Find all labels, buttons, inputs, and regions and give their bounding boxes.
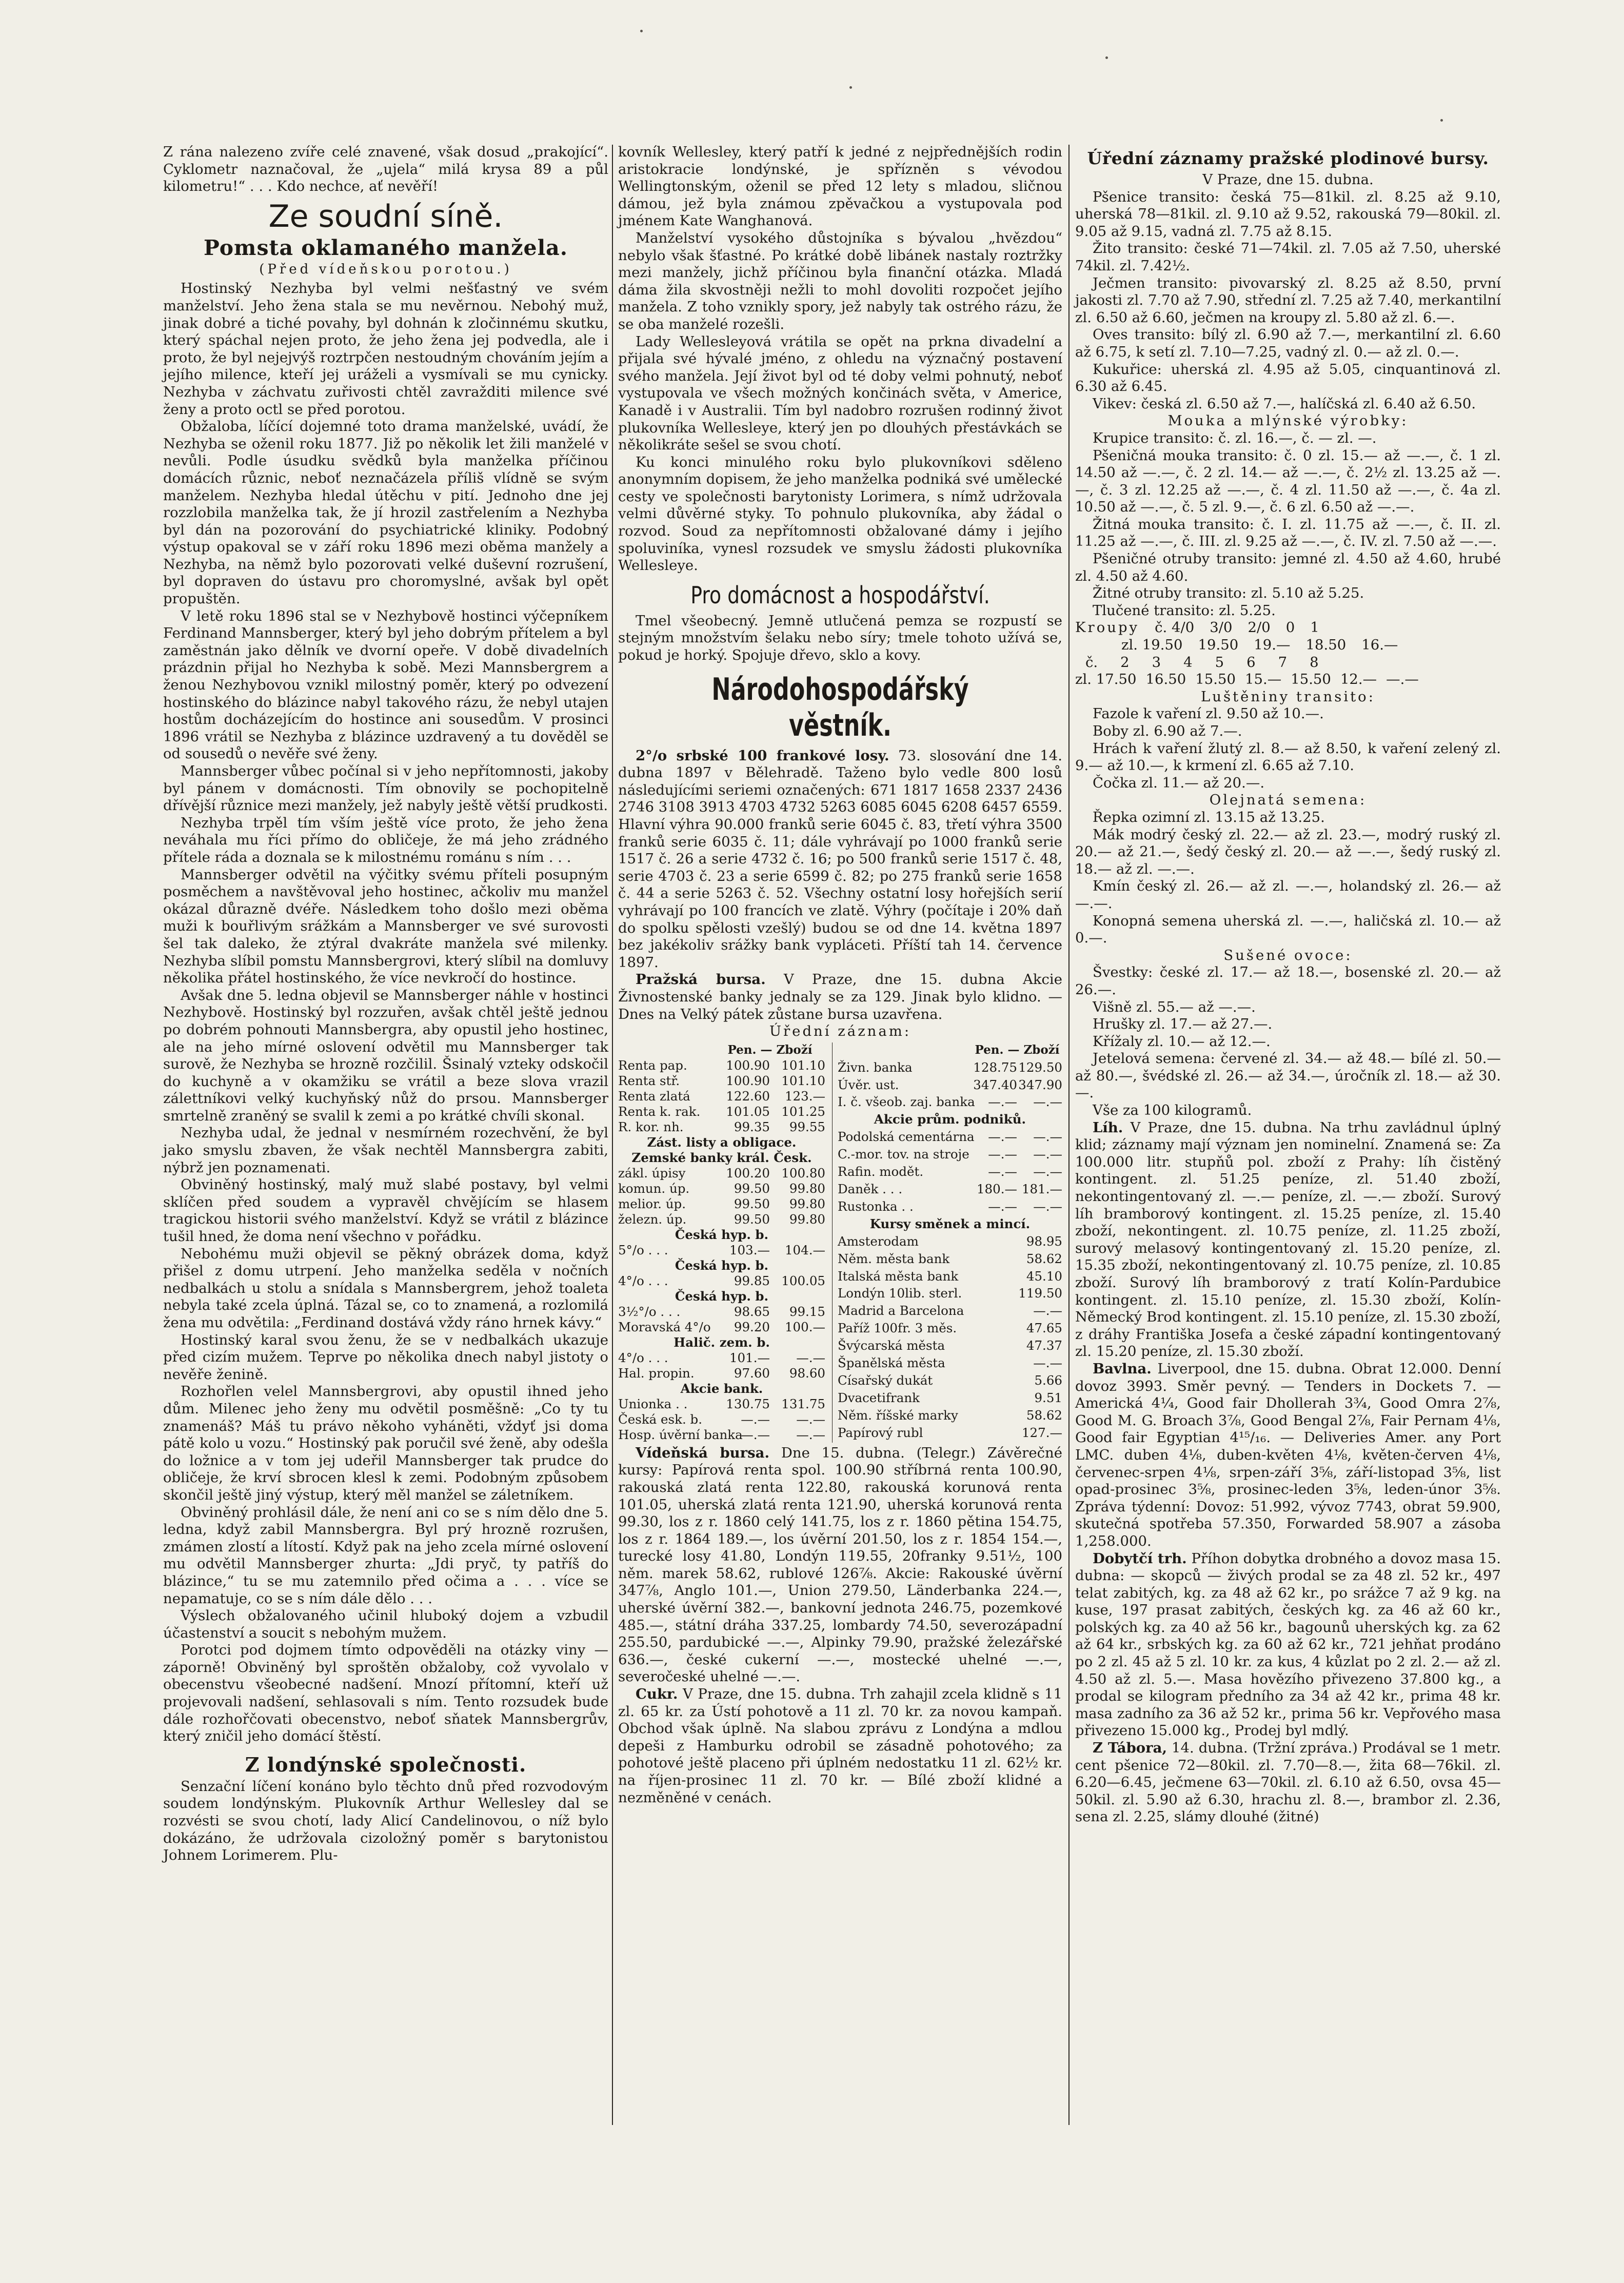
paragraph: Tlučené transito: zl. 5.25.: [1093, 602, 1276, 619]
table-header: Pen. — Zboží: [727, 1042, 813, 1057]
column-rule-1: [612, 145, 613, 2125]
table-cell-value: 58.62: [1026, 1251, 1062, 1266]
table-cell-value: 100.90: [726, 1073, 770, 1088]
speck: [1440, 119, 1443, 122]
table-cell-value: —.—: [988, 1164, 1017, 1179]
table-cell-value: [972, 1390, 1017, 1408]
table-cell-value: [972, 1408, 1017, 1425]
table-cell-value: 127.—: [1021, 1425, 1062, 1440]
table-cell-value: —.—: [1033, 1094, 1062, 1110]
table-cell-name: Daněk . . .: [838, 1181, 903, 1196]
table-cell-name: Papírový rubl: [838, 1425, 923, 1440]
paragraph: Rozhořlen velel Mannsbergrovi, aby opustil ihned jeho dům. Milenec jeho ženy mu odvětil posměšně: „Co ty tu znamenáš? Máš tu právo někoho vyháněti, vždyť jsi doma pátě kolo u vozu.“ Hostinský pak poručil své ženě, aby odešla do ložnice a v tom jej udeřil Mannsberger tak prudce do obličeje, že krví sbrocen klesl k zemi. Podobným způsobem skončil ještě jiný výstup, který měl manžel se záletníkem.: [163, 1383, 608, 1503]
bourse-title: Pražská bursa.: [636, 971, 766, 988]
paragraph: Řepka ozimní zl. 13.15 až 13.25.: [1093, 809, 1325, 825]
paragraph: Senzační líčení konáno bylo těchto dnů před rozvodovým soudem londýnským. Plukovník Arthur Wellesley dal se rozvésti se svou chotí, lady Alicí Candelinovou, o níž bylo dokázáno, že udržovala cizoložný poměr s barytonistou Johnem Lorimerem. Plu-: [163, 1778, 608, 1864]
paragraph: Pšeničná mouka transito: č. 0 zl. 15.— až —.—, č. 1 zl. 14.50 až —.—, č. 2 zl. 14.— až —.—, č. 2½ zl. 13.25 až —.—, č. 3 zl. 12.25 až —.—, č. 4 zl. 11.50 až —.—, č. 4a zl. 10.50 až —.—, č. 5 zl. 9.—, č. 6 zl. 6.50 až —.—.: [1075, 447, 1501, 516]
table-cell-value: 101.10: [781, 1073, 825, 1088]
table-cell-value: 47.37: [1026, 1338, 1062, 1353]
spirit-text: V Praze, dne 15. dubna. Na trhu zavládnul úplný klid; záznamy mají význam jen nominelní. Znamená se: Za 100.000 litr. stupňů pol. zboží z Prahy: líh čistěný kontingent. zl. 51.25 peníze, zl. 51.40 zboží, nekontingentovaný zl. —.— peníze, zl. —.— zboží. Surový líh bramborový kontingent. zl. 15.25 peníze, zl. 15.40 zboží, nekontingent. zl. 10.75 peníze, zl. 11.25 zboží, surový melasový kontingentovaný zl. 15.20 peníze, zl. 15.35 zboží, nekontingentovaný zl. 10.75 peníze, zl. 10.85 zboží. Surový líh bramborový z tratí Kolín-Pardubice kontingent. zl. 15.10 peníze, zl. 15.30 zboží, Kolín-Německý Brod kontingent. zl. 15.10 peníze, zl. 15.30 zboží, z dráhy Františka Josefa a české západní kontingentovaný zl. 15.20 peníze, zl. 15.30 zboží.: [1075, 1119, 1501, 1360]
table-cell-value: [972, 1234, 1017, 1251]
paragraph: Vše za 100 kilogramů.: [1093, 1102, 1252, 1119]
table-header: Pen. — Zboží: [975, 1042, 1060, 1057]
table-cell-value: 99.55: [789, 1119, 825, 1134]
column-2: [618, 144, 1062, 1806]
table-cell-value: —.—: [1033, 1198, 1062, 1214]
table-section-heading: Česká hyp. b.: [675, 1257, 769, 1273]
paragraph: Boby zl. 6.90 až 7.—.: [1093, 723, 1242, 739]
paragraph: Mannsberger vůbec počínal si v jeho nepřítomnosti, jakoby byl pánem v domácnosti. Tím obnovily se pochopitelně dřívější různice mezi manžely, jež nabyly ještě větší prudkosti.: [163, 763, 608, 814]
table-cell-name: Hosp. úvěrní banka: [618, 1427, 743, 1442]
table-cell-value: [972, 1269, 1017, 1286]
kroupy-grade: 7: [1278, 654, 1288, 671]
kroupy-price: 18.50: [1305, 637, 1346, 654]
table-cell-name: Rafin. modět.: [838, 1164, 924, 1179]
paragraph: Křížaly zl. 10.— až 12.—.: [1093, 1033, 1271, 1050]
table-cell-value: [972, 1373, 1017, 1390]
table-cell-value: 99.50: [734, 1196, 770, 1211]
table-cell-name: Amsterodam: [838, 1233, 919, 1249]
tabor-text: 14. dubna. (Tržní zpráva.) Prodával se 1 metr. cent pšenice 72—80kil. zl. 7.70—8.—, žita 68—76kil. zl. 6.20—6.45, ječmene 63—70kil. zl. 6.10 až 6.50, ovsa 45—50kil. zl. 5.90 až 6.30, hrachu zl. 8.—, brambor zl. 2.36, sena zl. 2.25, slámy dlouhé (žitné): [1075, 1740, 1501, 1825]
article-title-london: Z londýnské společnosti.: [245, 1753, 527, 1776]
table-cell-value: 128.75: [973, 1059, 1017, 1075]
section-heading-economy: Národohospodářský věstník.: [711, 671, 969, 743]
table-cell-value: 45.10: [1026, 1268, 1062, 1284]
column-1: [163, 144, 608, 1864]
table-cell-value: 99.50: [734, 1180, 770, 1196]
table-cell-value: 129.50: [1018, 1059, 1062, 1075]
table-cell-value: 101.—: [729, 1350, 770, 1365]
table-cell-value: 99.15: [789, 1304, 825, 1319]
paragraph: Obviněný hostinský, malý muž slabé postavy, byl velmi sklíčen před soudem a vypravěl chvějícím se hlasem tragickou historii svého manželství. Když se vrátil z blázince tušil hned, že doma není všechno v pořádku.: [163, 1176, 608, 1245]
table-cell-name: Hal. propin.: [618, 1365, 695, 1381]
table-cell-value: —.—: [1033, 1303, 1062, 1318]
paragraph: Oves transito: bílý zl. 6.90 až 7.—, merkantilní zl. 6.60 až 6.75, k setí zl. 7.10—7.25, vadný zl. 0.— až zl. 0.—.: [1075, 326, 1501, 360]
kroupy-price: 15.50: [1195, 671, 1236, 688]
table-cell-value: —.—: [796, 1411, 825, 1427]
table-cell-name: Česká esk. b.: [618, 1411, 703, 1427]
table-cell-name: komun. úp.: [618, 1180, 690, 1196]
kroupy-price: 16.—: [1361, 637, 1398, 654]
paragraph: Višně zl. 55.— až —.—.: [1093, 998, 1256, 1015]
table-section-heading: Zást. listy a obligace.: [647, 1134, 797, 1150]
paragraph: Porotci pod dojmem tímto odpověděli na otázky viny — záporně! Obviněný byl sproštěn obžaloby, což vyvolalo v obecenstvu všeobecné nadšení. Mnozí přítomní, kteří už projevovali nadšení, sehlasovali s ním. Tento rozsudek bude dále rozhořčovati obecenstvo, neboť sňatek Mannsbergrův, který zničil jeho domácí štěstí.: [163, 1642, 608, 1745]
table-cell-value: —.—: [988, 1129, 1017, 1145]
paragraph: Obviněný prohlásil dále, že není ani co se s ním dělo dne 5. ledna, když zabil Mannsbergra. Byl prý hrozně rozrušen, zmámen zlostí a lítostí. Když pak na jeho zcela mírné oslovení mu odvětil Mannsberger zhurta: „Jdi pryč, ty patříš do blázince,“ tu se mu zatemnilo před očima a . . . více se nepamatuje, co se s ním dále dělo . . .: [163, 1504, 608, 1607]
official-record-label: Úřední záznam:: [769, 1023, 912, 1040]
table-cell-value: 99.85: [734, 1273, 770, 1288]
kroupy-row: [1075, 637, 1501, 654]
kroupy-price: zl. 19.50: [1121, 637, 1183, 654]
kroupy-header: [1075, 619, 1501, 637]
paragraph: Konopná semena uherská zl. —.—, haličská zl. 10.— až 0.—.: [1075, 912, 1501, 947]
table-cell-name: Moravská 4°/o: [618, 1319, 711, 1334]
table-cell-value: 100.20: [726, 1165, 770, 1180]
table-cell-name: železn. úp.: [618, 1211, 687, 1227]
table-cell-name: Unionka . .: [618, 1396, 688, 1411]
article-title-revenge: Pomsta oklamaného manžela.: [203, 235, 568, 260]
paragraph: Kukuřice: uherská zl. 4.95 až 5.05, cinquantinová zl. 6.30 až 6.45.: [1075, 361, 1501, 395]
table-cell-value: 99.20: [734, 1319, 770, 1334]
table-cell-value: 347.90: [1018, 1077, 1062, 1092]
table-cell-value: 99.50: [734, 1211, 770, 1227]
paragraph: Fazole k vaření zl. 9.50 až 10.—.: [1093, 705, 1324, 722]
table-cell-value: 97.60: [734, 1365, 770, 1381]
cattle-text: Příhon dobytka drobného a dovoz masa 15. dubna: — skopců — živých prodal se za 48 zl. 52 kr., 497 telat zabitých, kg. za 48 až 62 kr., po srážce 7 až 9 kg. na kuse, 197 prasat zabitých, českých kg. za 46 až 60 kr., polských kg. za 40 až 56 kr., bagounů uherských kg. za 62 až 64 kr., srbských kg. za 60 až 62 kr., 721 jehňat prodáno po 2 zl. 45 až 5 zl. 10 kr. za kus, 4 kůzlat po 2 zl. 2.— až zl. 4.50 až zl. 5.—. Masa hovězího přivezeno 37.800 kg., a prodal se kilogram předního za 34 až 42 kr., prima 48 kr. masa zadního za 36 až 52 kr., prima 56 kr. Vepřového masa přivezeno 15.000 kg., Prodej byl mdlý.: [1075, 1550, 1501, 1739]
table-cell-name: Podolská cementárna: [838, 1129, 975, 1145]
table-cell-name: 4°/o . . .: [618, 1273, 668, 1288]
table-cell-value: [972, 1303, 1017, 1321]
table-cell-name: Madrid a Barcelona: [838, 1303, 964, 1318]
cotton-title: Bavlna.: [1093, 1360, 1152, 1377]
table-cell-value: [972, 1251, 1017, 1269]
paragraph: Manželství vysokého důstojníka s bývalou „hvězdou“ nebylo však šťastné. Po krátké době libánek nastaly roztržky mezi manžely, jichž příčinou byla finanční otázka. Mladá dáma žila skvostněji nežli to mohl dovoliti rozpočet jejího manžela. Z toho vznikly spory, jež nabyly tak ostrého rázu, že se oba manželé rozešli.: [618, 229, 1062, 332]
paragraph: Žitné otruby transito: zl. 5.10 až 5.25.: [1093, 585, 1364, 602]
article-byline: (Před vídeňskou porotou.): [259, 261, 512, 277]
section-heading-home: Pro domácnost a hospodářství.: [690, 581, 990, 609]
paragraph: Lady Wellesleyová vrátila se opět na prkna divadelní a přijala své hývalé jméno, z ohledu na význačný postavení svého manžela. Její život byl od té doby velmi pohnutý, neboť vystupovala ve všech možných končinách světa, v Americe, Kanadě i v Australii. Tím byl nadobro rozrušen rodinný život plukovníka Wellesleye, který jen po dlouhých přestávkách se několikráte sešel se svou chotí.: [618, 333, 1062, 454]
table-cell-value: 58.62: [1026, 1407, 1062, 1423]
table-cell-value: —.—: [988, 1094, 1017, 1110]
kroupy-grade: 4: [1183, 654, 1193, 671]
subheading-dried-fruit: Sušené ovoce:: [1223, 947, 1353, 963]
paragraph: Hrách k vaření žlutý zl. 8.— až 8.50, k vaření zelený zl. 9.— až 10.—, k krmení zl. 6.65 až 7.10.: [1075, 740, 1501, 774]
table-cell-name: Něm. města bank: [838, 1251, 950, 1266]
bourse-table-right: [838, 1042, 1062, 1443]
table-cell-name: melior. úp.: [618, 1196, 686, 1211]
kroupy-price: —.—: [1386, 671, 1419, 688]
cattle-title: Dobytčí trh.: [1093, 1550, 1187, 1567]
table-cell-name: Rustonka . .: [838, 1198, 914, 1214]
table-cell-value: —.—: [796, 1350, 825, 1365]
kroupy-label: Kroupy: [1075, 619, 1140, 636]
table-cell-value: 99.80: [789, 1196, 825, 1211]
bourse-text: V Praze, dne 15. dubna Akcie Živnostenské banky jednaly se za 129. Jinak bylo klidno. — Dnes na Velký pátek zůstane bursa uzavřena.: [618, 971, 1062, 1022]
table-cell-value: 5.66: [1034, 1373, 1062, 1388]
table-cell-value: 180.—: [976, 1181, 1017, 1196]
table-cell-name: R. kor. nh.: [618, 1119, 684, 1134]
paragraph: Hrušky zl. 17.— až 27.—.: [1093, 1016, 1273, 1033]
kroupy-grade: 1: [1310, 619, 1319, 636]
kroupy-row: [1075, 671, 1501, 688]
paragraph: Tmel všeobecný. Jemně utlučená pemza se rozpustí se stejným množstvím šelaku nebo síry; tmele tohoto užívá se, pokud je horký. Spojuje dřevo, sklo a kovy.: [618, 612, 1062, 664]
cotton-text: Liverpool, dne 15. dubna. Obrat 12.000. Denní dovoz 3993. Směr pevný. — Tenders in Dockets 7. — Americká 4¼, Good fair Dhollerah 3¾, Good Omra 2⅞, Good M. G. Broach 3⅞, Good Bengal 2⅞, Fair Pernam 4⅛, Good fair Egyptian 4¹⁵/₁₆. — Deliveries Amer. any Port LMC. duben 4⅛, duben-květen 4⅛, květen-červen 4⅛, červenec-srpen 4⅛, srpen-září 3⅝, září-listopad 3⅝, list opad-prosinec 3⅝, prosinec-leden 3⅝, leden-únor 3⅝. Zpráva týdenní: Dovoz: 51.992, vývoz 7743, obrat 59.900, skutečná spotřeba 57.350, Forwarded 58.907 a zásoba 1,258.000.: [1075, 1360, 1501, 1549]
table-cell-name: Císařský dukát: [838, 1373, 933, 1388]
table-section-heading: Kursy směnek a mincí.: [869, 1216, 1031, 1231]
kroupy-price: zl. 17.50: [1075, 671, 1137, 688]
table-cell-value: 103.—: [729, 1242, 770, 1257]
table-cell-value: [972, 1321, 1017, 1338]
table-cell-value: —.—: [1033, 1147, 1062, 1162]
table-cell-value: 98.60: [789, 1365, 825, 1381]
table-cell-value: 99.80: [789, 1211, 825, 1227]
kroupy-price: 19.—: [1254, 637, 1291, 654]
table-section-heading: Česká hyp. b.: [675, 1288, 769, 1304]
table-section-heading: Halič. zem. b.: [674, 1334, 770, 1350]
paragraph: Žitná mouka transito: č. I. zl. 11.75 až —.—, č. II. zl. 11.25 až —.—, č. III. zl. 9.25 až —.—, č. IV. zl. 7.50 až —.—.: [1075, 516, 1501, 550]
kroupy-grade: č. 4/0: [1155, 619, 1195, 636]
paragraph: Mák modrý český zl. 22.— až zl. 23.—, modrý ruský zl. 20.— až 21.—, šedý český zl. 20.— až —.—, šedý ruský zl. 18.— až zl. —.—.: [1075, 826, 1501, 877]
section-heading-commodities: Úřední záznamy pražské plodinové bursy.: [1087, 148, 1489, 168]
table-cell-value: —.—: [1033, 1164, 1062, 1179]
paragraph: Pšeničné otruby transito: jemné zl. 4.50 až 4.60, hrubé zl. 4.50 až 4.60.: [1075, 550, 1501, 584]
column-rule-2: [1068, 145, 1070, 2125]
table-cell-value: 99.80: [789, 1180, 825, 1196]
subheading-flour: Mouka a mlýnské výrobky:: [1167, 412, 1409, 429]
sugar-text: V Praze, dne 15. dubna. Trh zahajil zcela klidně s 11 zl. 65 kr. za Ústí pohotově a 11 zl. 70 kr. za novou kampaň. Obchod však úplně. Na slabou zprávu z Londýna a mdlou depeši z Hamburku odrobil se zásadně pohotového; za pohotové ještě placeno při úplném nedostatku 11 zl. 62½ kr. na říjen-prosinec 11 zl. 70 kr. — Bílé zboží klidné a nezměněné v cenách.: [618, 1686, 1062, 1806]
paragraph: Žito transito: české 71—74kil. zl. 7.05 až 7.50, uherské 74kil. zl. 7.42½.: [1075, 240, 1501, 274]
paragraph: Výslech obžalovaného učinil hluboký dojem a vzbudil účastenství a soucit s nebohým mužem.: [163, 1607, 608, 1641]
table-cell-name: Renta zlatá: [618, 1088, 690, 1104]
table-cell-value: 101.05: [726, 1104, 770, 1119]
table-cell-value: 99.35: [734, 1119, 770, 1134]
table-cell-name: I. č. všeob. zaj. banka: [838, 1094, 975, 1110]
speck: [1105, 56, 1108, 59]
table-cell-name: Úvěr. ust.: [838, 1077, 899, 1092]
table-cell-value: 47.65: [1026, 1321, 1062, 1336]
paragraph: Nezhyba trpěl tím vším ještě více proto, že jeho žena neváhala mu říci přímo do obličeje, že má jeho zrádného přítele ráda a doznala se k milostnému románu s ním . . .: [163, 814, 608, 865]
table-cell-name: Renta pap.: [618, 1057, 687, 1073]
table-cell-value: 98.65: [734, 1304, 770, 1319]
table-cell-value: 131.75: [781, 1396, 825, 1411]
table-cell-name: 4°/o . . .: [618, 1350, 668, 1365]
paragraph: Ku konci minulého roku bylo plukovníkovi sděleno anonymním dopisem, že jeho manželka podniká své umělecké cesty ve společnosti barytonisty Lorimera, s nímž udržovala velmi důvěrné styky. To pohnulo plukovníka, aby žádal o rozvod. Soud za nepřítomnosti obžalované dámy i jejího spoluviníka, vynesl rozsudek ve smyslu žádosti plukovníka Wellesleye.: [618, 454, 1062, 574]
table-cell-value: [972, 1286, 1017, 1303]
table-cell-value: 123.—: [784, 1088, 825, 1104]
kroupy-price: 12.—: [1340, 671, 1377, 688]
kroupy-grade: 3/0: [1210, 619, 1233, 636]
paragraph: Avšak dne 5. ledna objevil se Mannsberger náhle v hostinci Nezhybově. Hostinský byl rozzuřen, avšak chtěl ještě jednou po dobrém pohnouti Mannsbergra, aby opustil jeho hostinec, ale na jeho mírné oslovení odvětil mu Mannsberger tak surově, že Nezhyba se hrozně rozčilil. Šsinalý vzteky odskočil do kuchyně a v okamžiku se vrátil a beze slova vrazil zálettníkovi velký kuchyňský nůž do prsou. Mannsberger smrtelně zraněný se svalil k zemi a po krátké chvíli skonal.: [163, 987, 608, 1124]
kroupy-grade: 0: [1285, 619, 1295, 636]
paragraph: Hostinský karal svou ženu, že se v nedbalkách ukazuje před cizím mužem. Teprve po několika dnech nabyl jistoty o nevěře ženině.: [163, 1331, 608, 1383]
table-section-heading: Zemské banky král. Česk.: [631, 1150, 812, 1165]
lottery-text: 73. slosování dne 14. dubna 1897 v Bělehradě. Taženo bylo vedle 800 losů následujícími seriemi označených: 671 1817 1658 2337 2436 2746 3108 3913 4703 4732 5263 6085 6045 6208 6457 6559. Hlavní výhra 90.000 franků serie 6045 č. 83, třetí výhra 3500 franků serie 6035 č. 11; dále vyhrávají po 1000 franků serie 1517 č. 26 a serie 4732 č. 16; po 500 franků serie 1517 č. 48, serie 4703 č. 23 a serie 6599 č. 82; po 275 franků serie 1658 č. 44 a serie 5263 č. 52. Všechny ostatní losy hořejších serií vyhrávají po 100 francích ve zlatě. Výhry (počítaje i 20% daň do spolku spělosti vzešlý) budou se od dne 14. května 1897 bez jakékoliv srážky bank vypláceti. Příští tah 14. července 1897.: [618, 747, 1062, 971]
bourse-tables: [618, 1040, 1062, 1445]
section-heading-court: Ze soudní síně.: [268, 198, 503, 234]
paragraph: Jetelová semena: červené zl. 34.— až 48.— bílé zl. 50.— až 80.—, švédské zl. 26.— až 34.—, úročník zl. 18.— až 30.—.: [1075, 1050, 1501, 1101]
table-cell-value: 119.50: [1018, 1286, 1062, 1301]
kroupy-price: 15.50: [1291, 671, 1331, 688]
table-cell-name: Renta k. rak.: [618, 1104, 701, 1119]
paragraph: Mannsberger odvětil na výčitky svému příteli posupným posměchem a navštěvoval jeho hostinec, ačkoliv mu manžel okázal důrazně dvéře. Následkem toho došlo mezi oběma muži k bouřlivým srážkám a Mannsberger ve své surovosti šel tak daleko, že ztýral dvakráte manžela své milenky. Nezhyba slíbil pomstu Mannsbergrovi, který slíbil na domluvy několika přátel hostinského, že více nevkročí do hostince.: [163, 866, 608, 987]
paragraph: kovník Wellesley, který patří k jedné z nejpřednějších rodin aristokracie londýnské, je spřízněn s vévodou Wellingtonským, oženil se před 12 lety s mladou, sličnou dámou, jež byla známou zpěvačkou a vystupovala pod jménem Kate Wanghanová.: [618, 144, 1062, 229]
kroupy-grade: 5: [1215, 654, 1224, 671]
intro-text: Z rána nalezeno zvíře celé znavené, však dosud „prakojící“. Cyklometr naznačoval, že „ujela“ milá krysa 89 a půl kilometru!“ . . . Kdo nechce, ať nevěří!: [163, 144, 608, 195]
paragraph: Hostinský Nezhyba byl velmi nešťastný ve svém manželství. Jeho žena stala se mu nevěrnou. Nebohý muž, jinak dobré a tiché povahy, byl dohnán k zločinnému skutku, který spáchal nejen proto, že jeho žena jej podvedla, ale i proto, že byl nejejvýš roztrpčen nestoudným chováním jejím a jejího milence, kteří jej uráželi a vysmívali se mu cynicky. Nezhyba v záchvatu zuřivosti chtěl zavražditi milence své ženy a proto octl se před porotou.: [163, 280, 608, 418]
kroupy-grade: 8: [1310, 654, 1319, 671]
kroupy-price: 16.50: [1145, 671, 1186, 688]
table-cell-value: 130.75: [726, 1396, 770, 1411]
vienna-title: Vídeňská bursa.: [636, 1444, 770, 1461]
table-cell-value: —.—: [741, 1427, 770, 1442]
table-cell-value: 104.—: [784, 1242, 825, 1257]
subheading-legumes: Luštěniny transito:: [1201, 688, 1375, 705]
table-cell-name: Španělská města: [838, 1355, 945, 1371]
paragraph: V letě roku 1896 stal se v Nezhybově hostinci výčepníkem Ferdinand Mannsberger, který byl jeho dobrým přítelem a byl zaměstnán jako dělník ve dvorní opeře. V době divadelních prázdnin přijal ho Nezhyba k sobě. Mezi Mannsbergrem a ženou Nezhybovou vznikl milostný poměr, který po odvezení hostinského do blázince nabyl takového rázu, že nebyl utajen hostům docházejícím do hostince ani sousedům. V prosinci 1896 vrátil se Nezhyba z blázince uzdravený a tu dověděl se od sousedů o nevěře své ženy.: [163, 607, 608, 762]
table-cell-value: —.—: [1033, 1355, 1062, 1371]
kroupy-grade: 2: [1120, 654, 1130, 671]
table-section-heading: Česká hyp. b.: [675, 1227, 769, 1242]
table-cell-name: 3½°/o . . .: [618, 1304, 681, 1319]
table-cell-value: —.—: [988, 1198, 1017, 1214]
table-cell-value: [972, 1338, 1017, 1355]
spirit-title: Líh.: [1093, 1119, 1123, 1136]
paragraph: Ječmen transito: pivovarský zl. 8.25 až 8.50, první jakosti zl. 7.70 až 7.90, střední zl. 7.25 až 7.40, merkantilní zl. 6.50 až 6.60, ječmen na kroupy zl. 5.80 až zl. 6.—.: [1075, 274, 1501, 326]
table-cell-value: 100.90: [726, 1057, 770, 1073]
table-cell-value: 347.40: [973, 1077, 1017, 1092]
lottery-title: 2°/o srbské 100 frankové losy.: [636, 747, 889, 764]
table-cell-name: Dvacetifrank: [838, 1390, 920, 1405]
tabor-title: Z Tábora,: [1093, 1740, 1167, 1757]
table-section-heading: Akcie prům. podniků.: [874, 1112, 1026, 1127]
paragraph: Vikev: česká zl. 6.50 až 7.—, halíčská zl. 6.40 až 6.50.: [1093, 395, 1476, 412]
table-cell-value: 100.05: [781, 1273, 825, 1288]
table-cell-value: 9.51: [1034, 1390, 1062, 1405]
table-cell-name: 5°/o . . .: [618, 1242, 668, 1257]
kroupy-price: 15.—: [1244, 671, 1282, 688]
table-cell-name: Paříž 100fr. 3 měs.: [838, 1321, 957, 1336]
kroupy-grade: 2/0: [1247, 619, 1271, 636]
table-cell-name: Renta stř.: [618, 1073, 680, 1088]
table-cell-value: [972, 1425, 1017, 1443]
column-3: [1075, 144, 1501, 1826]
kroupy-grade: 6: [1246, 654, 1256, 671]
table-cell-name: Něm. říšské marky: [838, 1407, 958, 1423]
table-cell-value: —.—: [741, 1411, 770, 1427]
speck: [849, 86, 852, 89]
sugar-title: Cukr.: [636, 1686, 678, 1703]
kroupy-grade: č.: [1085, 654, 1098, 671]
vienna-text: Dne 15. dubna. (Telegr.) Závěrečné kursy: Papírová renta spol. 100.90 stříbrná renta 100.90, rakouská zlatá renta 122.80, rakouská korunová renta 101.05, uherská zlatá renta 121.90, uherská korunová renta 99.30, los z r. 1860 celý 141.75, los z r. 1860 pětina 154.75, los z r. 1864 189.—, los úvěrní 201.50, los z r. 1854 154.—, turecké losy 41.80, Londýn 119.55, 20franky 9.51½, 100 něm. marek 58.62, rublové 126⅞. Akcie: Rakouské úvěrní 347⅞, Anglo 101.—, Union 279.50, Länderbanka 224.—, uherské úvěrní 382.—, bankovní jednota 246.75, pozemkové 485.—, státní dráha 337.25, lombardy 74.50, severozápadní 255.50, pardubické —.—, Alpinky 79.90, pražské železářské 636.—, české cukerní —.—, mostecké uhelné —.—, severočeské uhelné —.—.: [618, 1444, 1062, 1685]
table-section-heading: Akcie bank.: [680, 1381, 763, 1396]
table-cell-name: Italská města bank: [838, 1268, 959, 1284]
paragraph: Nezhyba udal, že jednal v nesmírném rozechvění, že byl jako smyslu zbaven, že však nechtěl Mannsbergra zabiti, nýbrž jen poznamenati.: [163, 1125, 608, 1176]
paragraph: Nebohému muži objevil se pěkný obrázek doma, když přišel z domu utrpení. Jeho manželka seděla v nočních nedbalkách u stolu a snídala s Mannsbergrem, jehož toaleta nebyla také zcela úplná. Tázal se, co to znamená, a rozlomilá žena mu odvětila: „Ferdinand dostává vždy ráno hrnek kávy.“: [163, 1245, 608, 1331]
paragraph: Obžaloba, líčící dojemné toto drama manželské, uvádí, že Nezhyba se oženil roku 1877. Již po několik let žili manželé v nevůli. Podle úsudku svědků byla manželka příčinou domácích různic, neboť neznačázela příliš vlídně se svým manželem. Nezhyba hledal útěchu v pití. Jednoho dne jej rozzlobila manželka tak, že jí hrozil zastřelením a Nezhyba byl dán na pozorování do psychiatrické kliniky. Podobný výstup opakoval se v září roku 1896 mezi oběma manžely a Nezhyba, na němž bylo pozorovati velké duševní rozrušení, byl dopraven do ústavu pro choromyslné, avšak byl opět propuštěn.: [163, 418, 608, 607]
table-cell-value: 101.10: [781, 1057, 825, 1073]
paragraph: Pšenice transito: česká 75—81kil. zl. 8.25 až 9.10, uherská 78—81kil. zl. 9.10 až 9.52, rakouská 79—80kil. zl. 9.05 až 9.15, vadná zl. 7.75 až 8.15.: [1075, 188, 1501, 240]
table-cell-name: Švýcarská města: [838, 1338, 945, 1353]
table-cell-name: Živn. banka: [838, 1059, 913, 1075]
table-cell-value: 181.—: [1021, 1181, 1062, 1196]
table-cell-value: 100.—: [784, 1319, 825, 1334]
bourse-table-left: [618, 1042, 833, 1443]
table-header-blank: [618, 1042, 715, 1058]
table-cell-value: —.—: [796, 1427, 825, 1442]
table-cell-name: zákl. úpisy: [618, 1165, 686, 1180]
paragraph: Krupice transito: č. zl. 16.—, č. — zl. —.: [1093, 429, 1377, 446]
kroupy-price: 19.50: [1198, 637, 1239, 654]
kroupy-grade: 3: [1152, 654, 1161, 671]
paragraph: Kmín český zl. 26.— až zl. —.—, holandský zl. 26.— až —.—.: [1075, 878, 1501, 912]
paragraph: Čočka zl. 11.— až 20.—.: [1093, 774, 1265, 791]
table-cell-value: —.—: [988, 1147, 1017, 1162]
table-cell-value: 98.95: [1026, 1233, 1062, 1249]
kroupy-row: [1075, 654, 1501, 672]
table-cell-value: 101.25: [781, 1104, 825, 1119]
table-cell-name: C.-mor. tov. na stroje: [838, 1147, 969, 1162]
dateline: V Praze, dne 15. dubna.: [1202, 171, 1374, 188]
table-header-blank: [838, 1042, 972, 1060]
speck: [640, 30, 643, 32]
table-cell-value: 122.60: [726, 1088, 770, 1104]
subheading-oilseed: Olejnatá semena:: [1209, 792, 1367, 809]
table-cell-value: [972, 1355, 1017, 1373]
paragraph: Švestky: české zl. 17.— až 18.—, bosenské zl. 20.— až 26.—.: [1075, 964, 1501, 998]
table-cell-value: —.—: [1033, 1129, 1062, 1145]
table-cell-name: Londýn 10lib. sterl.: [838, 1286, 962, 1301]
table-cell-value: 100.80: [781, 1165, 825, 1180]
